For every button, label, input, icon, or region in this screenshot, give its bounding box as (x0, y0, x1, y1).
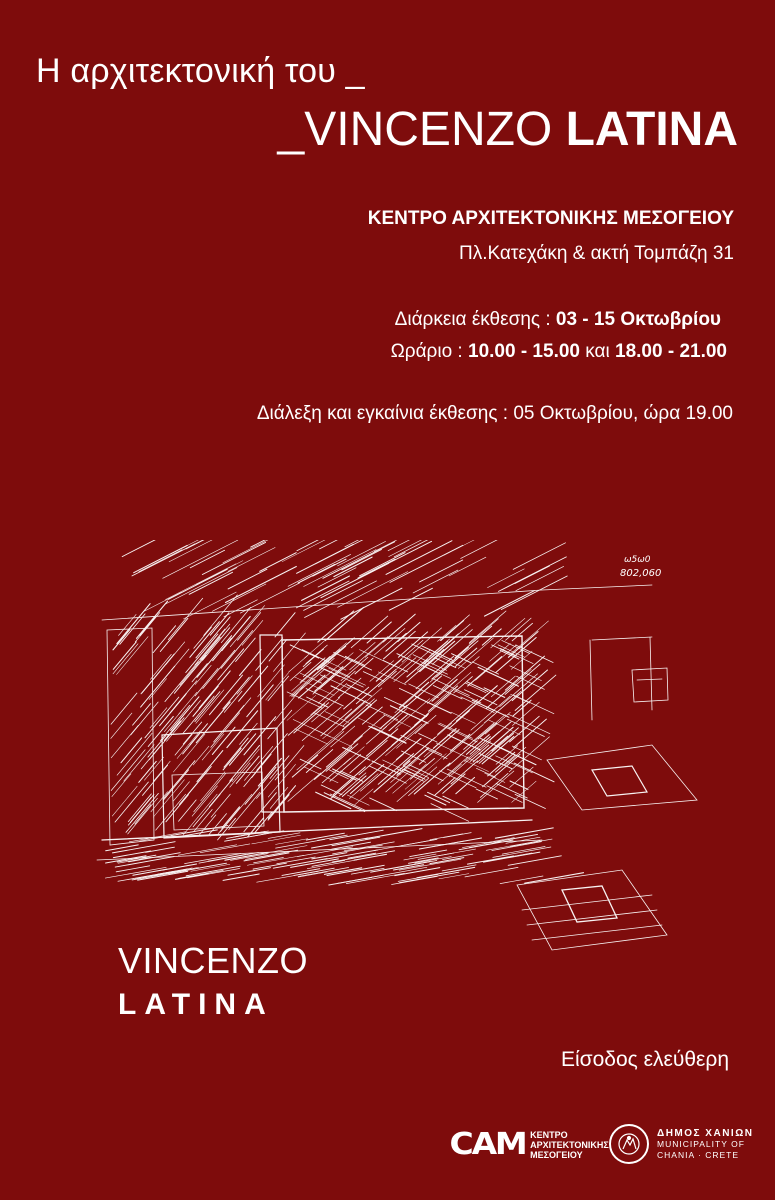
architectural-sketch (92, 540, 702, 960)
duration-label: Διάρκεια έκθεσης : (394, 309, 556, 330)
cam-text-line-2: ΑΡΧΙΤΕΚΤΟΝΙΚΗΣ (530, 1140, 609, 1150)
hours-label: Ωράριο : (390, 341, 468, 362)
municipality-text-line-1: ΔΗΜΟΣ ΧΑΝΙΩΝ (657, 1127, 754, 1139)
cam-mark: CAM (449, 1127, 526, 1162)
title-line-1: Η αρχιτεκτονική του _ (36, 52, 365, 90)
sketch-entry-inner (172, 772, 264, 830)
sketch-roof-line (102, 585, 652, 620)
hours-value-2: 18.00 - 21.00 (615, 341, 727, 362)
cam-logo-text (530, 1130, 609, 1160)
sketch-base-line (102, 820, 532, 840)
exhibition-duration (395, 309, 721, 331)
duration-value: 03 - 15 Οκτωβρίου (555, 309, 721, 330)
lecture-label: Διάλεξη και εγκαίνια έκθεσης : (256, 403, 514, 424)
sketch-wall-outline (282, 636, 524, 812)
municipality-text-line-2: MUNICIPALITY OF (657, 1138, 745, 1149)
municipality-text (657, 1128, 753, 1161)
title-line-2 (278, 102, 738, 157)
sketch-plan-1 (547, 745, 697, 810)
sketch-frame-right (590, 637, 652, 720)
municipality-text-line-3: CHANIA · CRETE (657, 1149, 740, 1160)
cam-text-line-3: ΜΕΣΟΓΕΙΟΥ (530, 1150, 583, 1160)
free-entry-text: Είσοδος ελεύθερη (560, 1048, 729, 1071)
venue-name: ΚΕΝΤΡΟ ΑΡΧΙΤΕΚΤΟΝΙΚΗΣ ΜΕΣΟΓΕΙΟΥ (367, 208, 734, 229)
architect-name (118, 940, 308, 1022)
title-surname: LATINA (565, 103, 738, 156)
sketch-base-line-2 (97, 840, 542, 860)
hours-connector: και (579, 341, 616, 362)
municipality-logo (609, 1124, 753, 1164)
venue-address: Πλ.Κατεχάκη & ακτή Τομπάζη 31 (458, 243, 734, 264)
sketch-left-wall (107, 628, 154, 845)
sketch-note-1: ω5ω0 (624, 555, 651, 565)
sketch-plan-2-inner (562, 886, 617, 922)
sketch-window-detail (632, 668, 668, 702)
sketch-sky-hatching (122, 540, 567, 619)
sketch-plan-2 (517, 870, 667, 950)
hours-value-1: 10.00 - 15.00 (468, 341, 580, 362)
sketch-plan-1-inner (592, 766, 647, 796)
sketch-left-hatching (111, 595, 306, 840)
municipality-seal-icon (609, 1124, 649, 1164)
sketch-note-2: 802,060 (620, 568, 662, 579)
cam-logo (449, 1127, 609, 1162)
architect-last-name: LATINA (118, 988, 274, 1021)
opening-hours (391, 341, 727, 363)
cam-text-line-1: ΚΕΝΤΡΟ (530, 1130, 568, 1140)
architect-first-name: VINCENZO (118, 940, 309, 981)
title-prefix: _VINCENZO (277, 103, 566, 156)
lecture-value: 05 Οκτωβρίου, ώρα 19.00 (513, 403, 733, 424)
lecture-info (257, 403, 733, 425)
sketch-ground-hatching (105, 826, 583, 885)
